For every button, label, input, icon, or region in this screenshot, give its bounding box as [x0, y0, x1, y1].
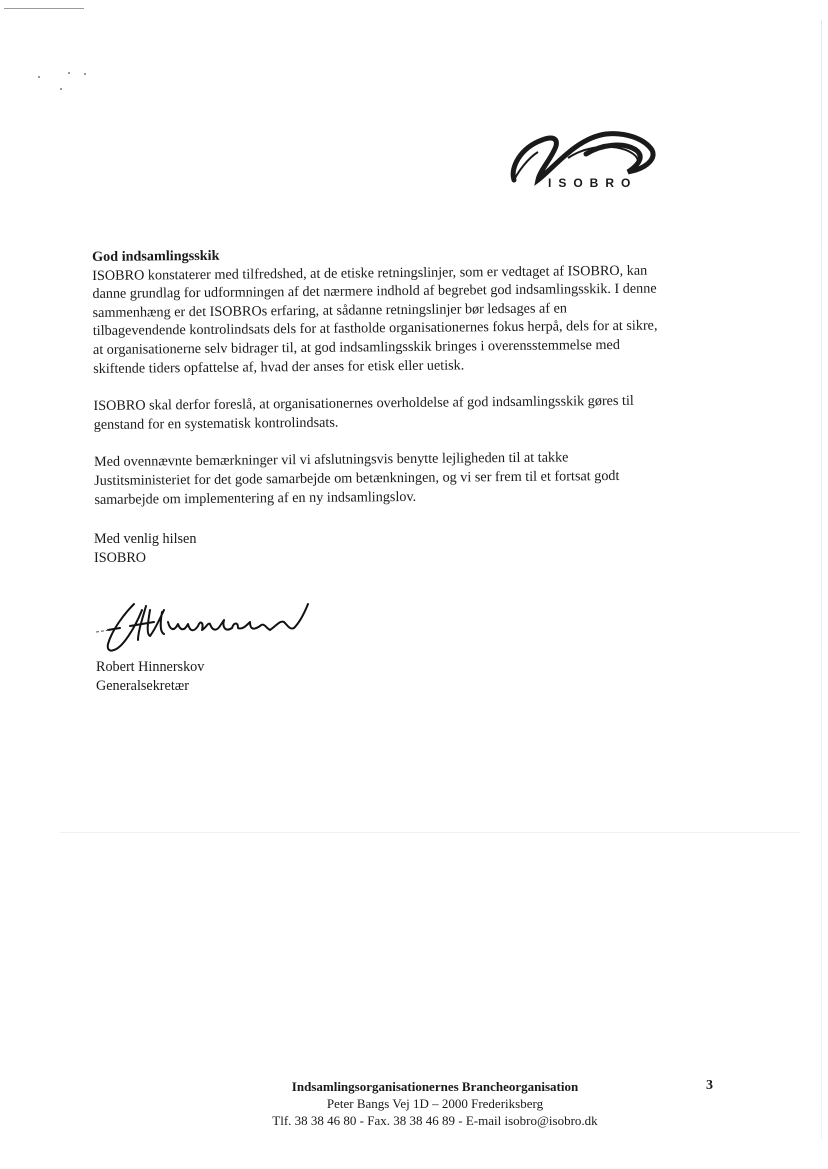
- scan-speck: [60, 88, 62, 90]
- section-heading: God indsamlingsskik: [92, 247, 220, 265]
- letterhead-footer: [250, 1078, 620, 1129]
- scan-artifact-line: [4, 8, 84, 9]
- paragraph: Med ovennævnte bemærkninger vil vi afslutningsvis benytte lejligheden til at takke Justitsministeriet for det gode samarbejde om betænkningen, og vi ser frem til et fortsat godt samarbejde om implementering af en ny indsamlingslov.: [93, 449, 620, 508]
- footer-contact: Tlf. 38 38 46 80 - Fax. 38 38 46 89 - E-mail isobro@isobro.dk: [272, 1113, 598, 1128]
- scan-fold-line: [60, 832, 800, 833]
- signer-title: Generalsekretær: [96, 677, 189, 694]
- paragraph: ISOBRO skal derfor foreslå, at organisationernes overholdelse af god indsamlingsskik gøres til genstand for en systematisk kontrolindsats.: [93, 392, 634, 433]
- letter-body: [92, 242, 695, 528]
- signer-name: Robert Hinnerskov: [96, 659, 205, 675]
- footer-address: Peter Bangs Vej 1D – 2000 Frederiksberg: [326, 1096, 544, 1111]
- scan-speck: [84, 73, 86, 75]
- footer-organization: Indsamlingsorganisationernes Brancheorganisation: [291, 1079, 579, 1094]
- signer-block: [96, 658, 204, 695]
- closing-salutation: Med venlig hilsen: [94, 531, 197, 547]
- scan-speck: [38, 76, 40, 78]
- closing-block: [94, 530, 196, 567]
- scan-speck: [68, 72, 70, 74]
- scan-edge: [821, 20, 822, 1140]
- page-number: 3: [706, 1078, 713, 1093]
- paragraph: ISOBRO konstaterer med tilfredshed, at de etiske retningslinjer, som er vedtaget af ISOBRO, kan danne grundlag for udformningen af det nærmere indhold af begrebet god indsamlingsskik. I denne sammenhæng er det ISOBROs erfaring, at sådanne retningslinjer bør ledsages af en tilbagevendende kontrolindsats dels for at fastholde organisationernes fokus herpå, dels for at sikre, at organisationerne selv bidrager til, at god indsamlingsskik bringes i overensstemmelse med skiftende tiders opfattelse af, hvad der anses for etisk eller uetisk.: [92, 262, 658, 377]
- logo-wordmark: ISOBRO: [548, 176, 638, 190]
- handwritten-signature: [94, 592, 324, 662]
- closing-organization: ISOBRO: [94, 549, 147, 566]
